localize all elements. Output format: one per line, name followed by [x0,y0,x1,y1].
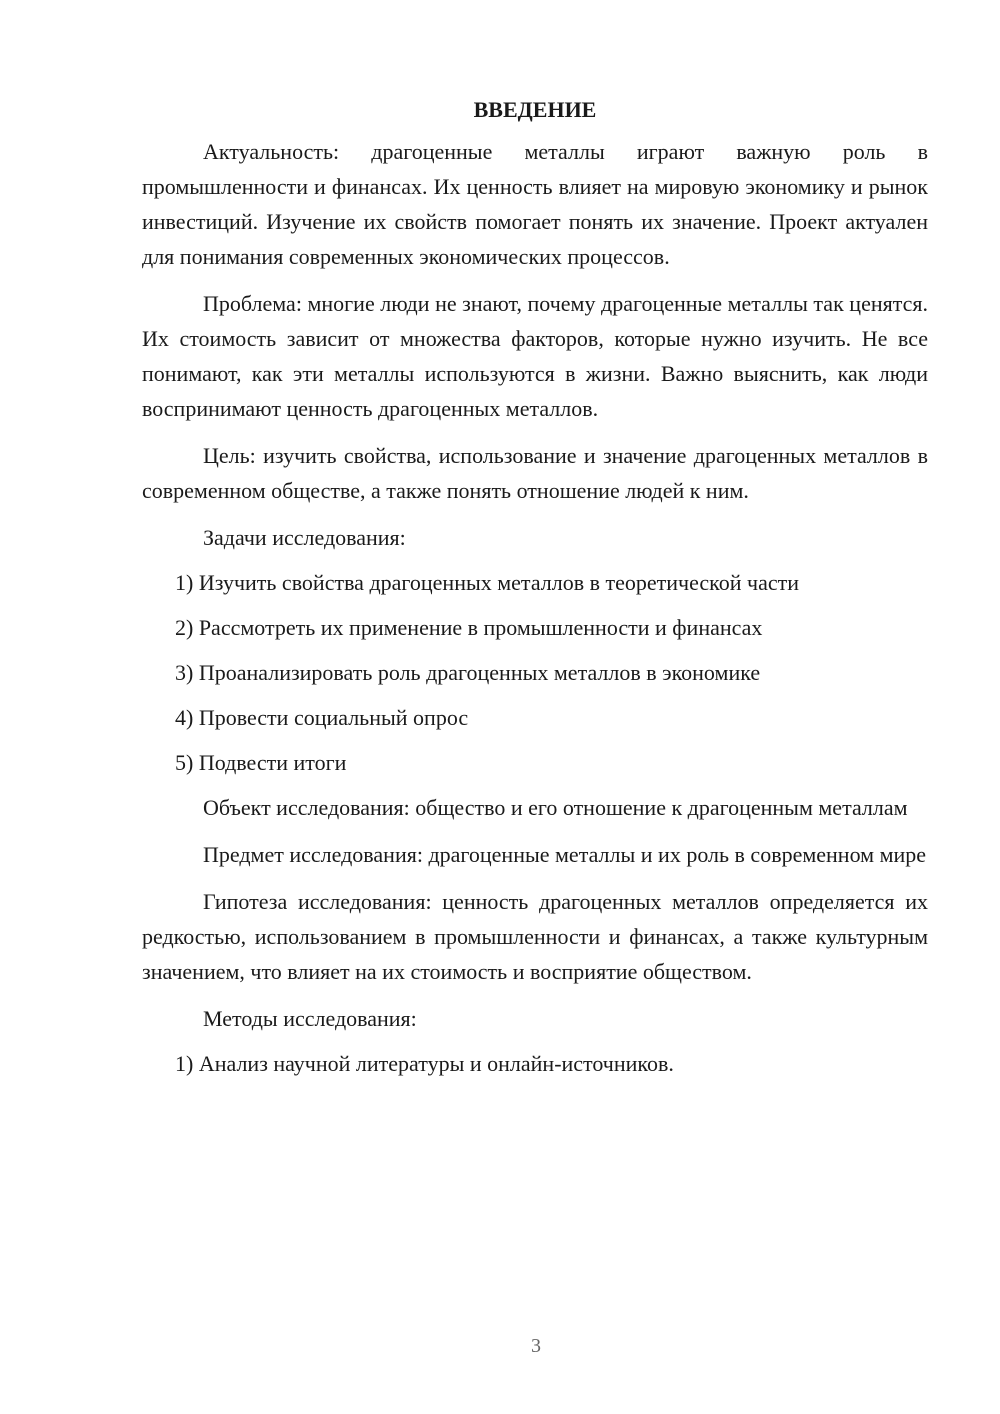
object-paragraph: Объект исследования: общество и его отношение к драгоценным металлам [203,795,908,820]
methods-heading: Методы исследования: [203,1006,417,1031]
method-item: 1) Анализ научной литературы и онлайн-источников. [175,1051,674,1076]
task-item: 3) Проанализировать роль драгоценных металлов в экономике [175,660,761,685]
task-item: 4) Провести социальный опрос [175,705,469,730]
goal-paragraph: Цель: изучить свойства, использование и значение драгоценных металлов в современном обществе, а также понять отношение людей к ним. [142,443,928,503]
task-item: 2) Рассмотреть их применение в промышленности и финансах [175,615,763,640]
page-content [142,92,928,1091]
tasks-heading: Задачи исследования: [203,525,406,550]
task-item: 1) Изучить свойства драгоценных металлов в теоретической части [175,570,800,595]
hypothesis-paragraph: Гипотеза исследования: ценность драгоценных металлов определяется их редкостью, использованием в промышленности и финансах, а также культурным значением, что влияет на их стоимость и восприятие обществом. [142,889,928,984]
task-item: 5) Подвести итоги [175,750,347,775]
problem-paragraph: Проблема: многие люди не знают, почему драгоценные металлы так ценятся. Их стоимость зависит от множества факторов, которые нужно изучить. Не все понимают, как эти металлы используются в жизни. Важно выяснить, как люди воспринимают ценность драгоценных металлов. [142,291,928,421]
subject-paragraph: Предмет исследования: драгоценные металлы и их роль в современном мире [203,842,927,867]
relevance-paragraph: Актуальность: драгоценные металлы играют важную роль в промышленности и финансах. Их ценность влияет на мировую экономику и рынок инвестиций. Изучение их свойств помогает понять их значение. Проект актуален для понимания современных экономических процессов. [142,139,928,269]
page-number: 3 [531,1335,541,1357]
section-heading: ВВЕДЕНИЕ [473,97,597,122]
